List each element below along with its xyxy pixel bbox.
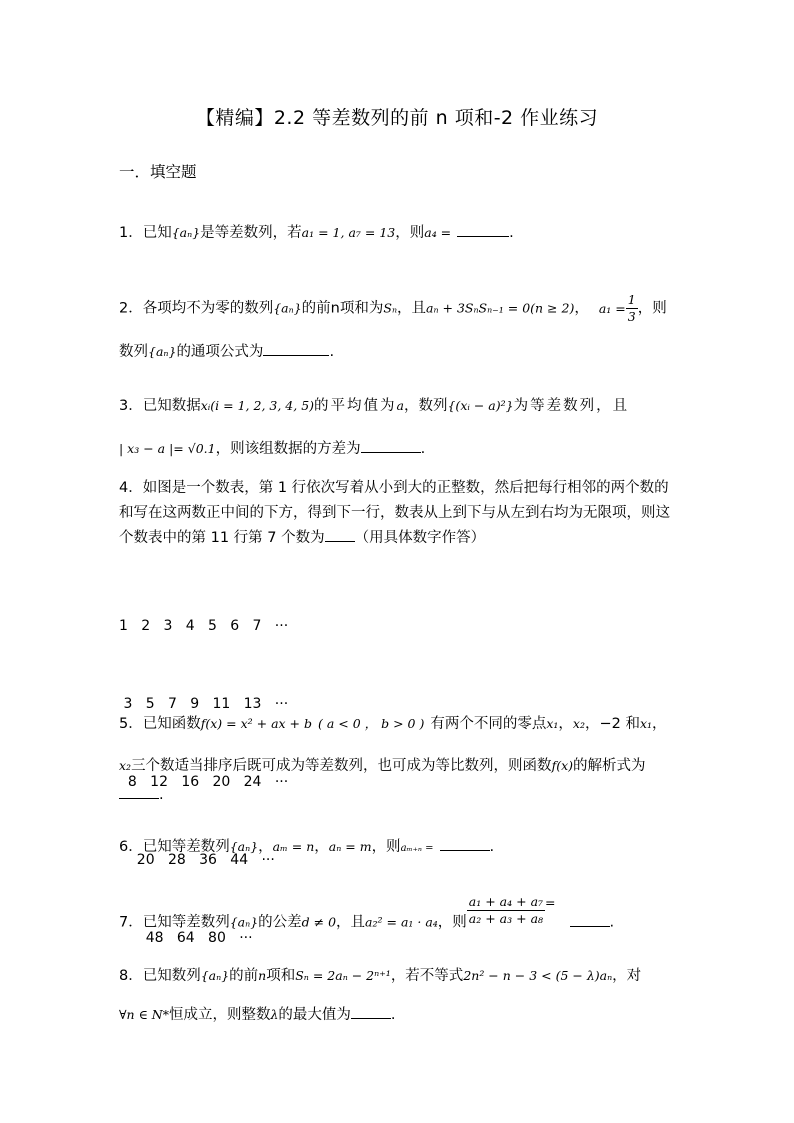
fraction-numerator: 1 [627,292,636,307]
q5-sep: ， [558,716,573,732]
answer-blank[interactable] [263,341,329,356]
q4-text: 个数表中的第 11 行第 7 个数为 [119,530,325,546]
table-row: 48 64 80 ··· [119,930,253,946]
q2-text-e: ，则 [637,300,667,317]
q2-seq: {aₙ} [273,300,302,316]
q2-text-g: 的通项公式为 [176,344,264,360]
q1-text-c: ，则 [395,225,425,241]
q7-equals: = [545,894,556,910]
q6-text-a: 已知等差数列 [142,839,230,855]
question-4-line-3 [119,527,485,548]
q5-x2-b: x₂ [119,758,132,773]
q1-ask: a₄ = [424,225,452,240]
fraction-numerator: a₁ + a₄ + a₇ [468,894,544,909]
q7-condition: a₂² = a₁ · a₄ [365,914,438,930]
q5-end: . [159,787,164,803]
q6-cond-1: aₘ = n [272,839,315,854]
q7-end: . [609,914,615,931]
answer-blank[interactable] [351,1004,391,1019]
answer-blank[interactable] [325,527,355,542]
q5-fx: f(x) [551,758,573,773]
question-7 [119,894,615,939]
page-title: 【精编】2.2 等差数列的前 n 项和-2 作业练习 [195,107,599,129]
q3-text-b: 的平均值为 [314,398,397,414]
question-number: 6． [119,839,143,855]
question-number: 8． [119,968,143,984]
q2-seq-2: {aₙ} [148,344,177,359]
q3-end: . [420,441,426,457]
q3-text-c: ，数列 [403,398,448,414]
q6-text-d: ，则 [371,839,401,855]
question-8-line-2 [119,1004,396,1025]
q7-text-b: 的公差 [258,914,302,931]
question-4-line-2: 和写在这两数正中间的下方，得到下一行，数表从上到下与从左到右均为无限项，则这 [119,505,670,521]
q5-text-f: 的解析式为 [573,758,646,774]
q5-x2: x₂ [572,716,585,731]
q6-seq: {aₙ} [229,839,259,854]
q5-x1: x₁ [546,716,559,731]
q5-text-d: ， [652,716,667,732]
question-2-line-2 [119,341,334,362]
q8-text-c: 项和 [266,968,296,984]
question-number: 3． [119,398,143,414]
q1-end: . [509,225,514,241]
q8-text-d: ，若不等式 [390,968,464,984]
q7-text-c: ，且 [336,914,366,931]
question-3-line-2 [119,438,425,459]
q8-sum: Sₙ = 2aₙ − 2ⁿ⁺¹ [295,968,391,983]
q6-end: . [489,839,495,855]
q5-function: f(x) = x² + ax + b [200,716,312,731]
q2-sum: Sₙ [383,300,398,316]
q8-forall: ∀n ∈ N* [119,1007,169,1022]
q2-text-c: ，且 [397,300,427,317]
table-row: 1 2 3 4 5 6 7 ··· [119,618,289,634]
q7-fraction [467,894,545,927]
question-number: 7． [119,914,143,931]
fraction-denominator: a₂ + a₃ + a₈ [468,911,544,926]
question-2 [119,292,667,325]
q8-text-b: 的前 [229,968,259,984]
q2-text-d: ， [574,300,589,317]
q5-text-e: 三个数适当排序后既可成为等差数列，也可成为等比数列，则函数 [131,758,552,774]
q7-seq: {aₙ} [229,914,259,930]
answer-blank[interactable] [361,438,421,453]
q6-ask: aₘ₊ₙ = [400,843,434,854]
answer-blank[interactable] [119,784,159,799]
fraction-denominator: 3 [627,309,636,324]
q7-diff: d ≠ 0 [301,914,337,930]
question-1 [119,222,514,243]
q5-text-b: 有两个不同的零点 [430,716,547,732]
q2-text-b: 的前n项和为 [301,300,384,317]
q5-x1-b: x₁ [639,716,653,731]
answer-blank[interactable] [570,912,610,927]
table-row: 20 28 36 44 ··· [119,852,275,868]
q2-text-f: 数列 [119,344,148,360]
q2-a1: a₁ = [598,300,626,316]
q2-condition: aₙ + 3SₙSₙ₋₁ = 0(n ≥ 2) [426,300,575,316]
q2-fraction [626,292,638,325]
q8-lambda: λ [270,1007,279,1022]
q8-text-e: ，对 [612,968,642,984]
question-number: 5． [119,716,143,732]
q3-text-e: ，则该组数据的方差为 [215,441,361,457]
q8-text-g: 的最大值为 [278,1007,351,1023]
q8-end: . [390,1007,396,1023]
q3-mean: a [396,398,404,413]
q1-text-b: 是等差数列，若 [200,225,302,241]
q7-text-e: ，则 [437,914,467,931]
question-3 [119,396,629,416]
question-5-line-3 [119,784,164,805]
q3-condition: | x₃ − a |= √0.1 [119,441,216,456]
question-8 [119,966,641,986]
q8-text-f: 恒成立，则整数 [168,1007,271,1023]
q5-condition: ( a < 0 ， b > 0 ) [318,716,425,731]
q3-text-a: 已知数据 [142,398,201,414]
q5-text-c: ，−2 和 [584,716,640,732]
q2-end: . [329,344,335,360]
question-6 [119,836,494,859]
q1-condition: a₁ = 1, a₇ = 13 [301,225,396,240]
answer-blank[interactable] [457,222,509,237]
section-heading: 一．填空题 [119,163,197,181]
q8-inequality: 2n² − n − 3 < (5 − λ)aₙ [463,968,613,983]
question-number: 2． [119,300,143,317]
q1-text-a: 已知 [142,225,172,241]
q5-text-a: 已知函数 [142,716,201,732]
answer-blank[interactable] [440,836,490,851]
q8-n: n [258,968,267,983]
table-row: 8 12 16 20 24 ··· [119,774,289,790]
q6-cond-2: aₙ = m [328,839,372,854]
q8-text-a: 已知数列 [142,968,201,984]
q8-seq: {aₙ} [200,968,230,983]
q1-seq: {aₙ} [171,225,201,240]
question-number: 1． [119,225,143,241]
question-4-line-1: 4．如图是一个数表，第 1 行依次写着从小到大的正整数，然后把每行相邻的两个数的 [119,480,669,496]
q3-data: xᵢ(i = 1, 2, 3, 4, 5) [200,398,315,413]
question-5 [119,714,667,734]
q7-text-a: 已知等差数列 [142,914,230,931]
q6-text-b: ， [258,839,273,855]
q3-seq: {(xᵢ − a)²} [447,398,514,413]
table-row: 3 5 7 9 11 13 ··· [119,696,289,712]
question-5-line-2 [119,756,646,776]
q6-text-c: ， [314,839,329,855]
q2-text-a: 各项均不为零的数列 [142,300,274,317]
q3-text-d: 为等差数列，且 [513,398,630,414]
q4-note: （用具体数字作答） [354,530,486,546]
